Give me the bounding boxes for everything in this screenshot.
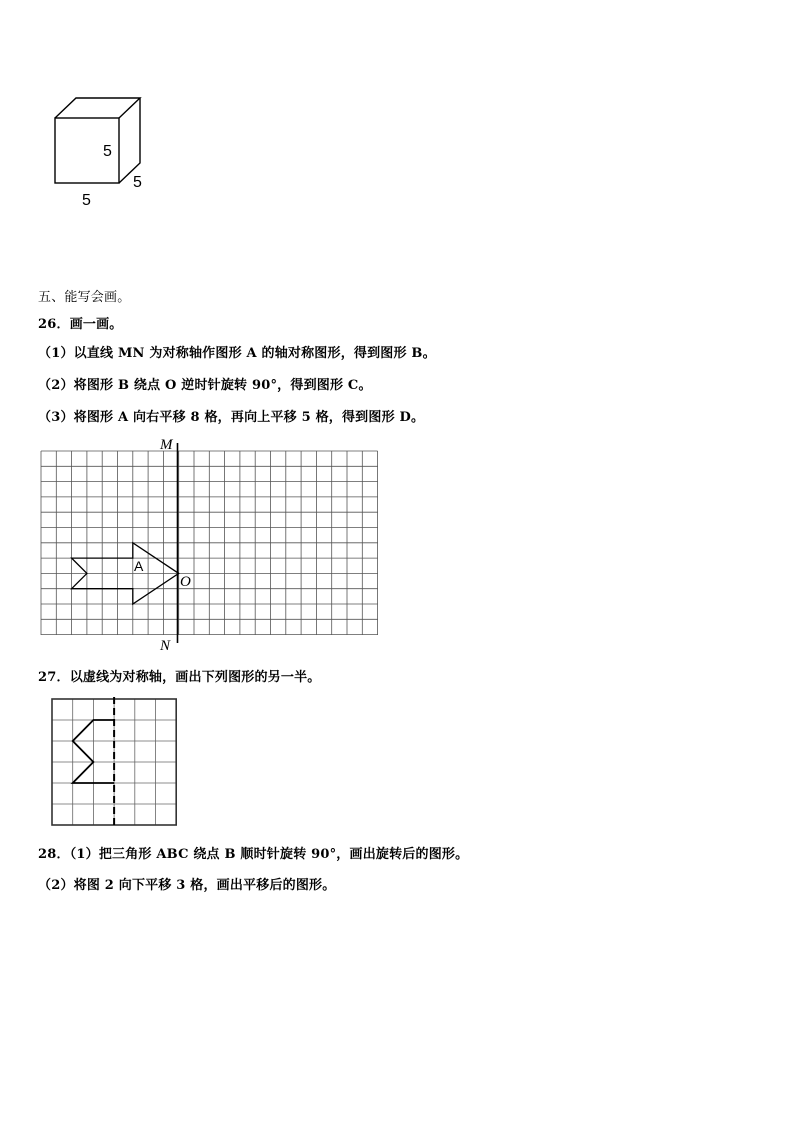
section-heading: 五、能写会画。 — [38, 290, 131, 305]
label-n: N — [160, 638, 171, 654]
q28-title: 28．（1）把三角形 ABC 绕点 B 顺时针旋转 90°，画出旋转后的图形。 — [38, 847, 469, 862]
cube-label-side: 5 — [133, 174, 142, 191]
q27-title: 27．以虚线为对称轴，画出下列图形的另一半。 — [38, 670, 321, 685]
label-o: O — [180, 574, 191, 590]
q27-grid-figure — [45, 694, 185, 830]
cube-label-bottom: 5 — [82, 192, 91, 209]
q26-title: 26．画一画。 — [38, 317, 123, 332]
cube-label-front: 5 — [103, 143, 112, 160]
q26-item-2: （2）将图形 B 绕点 O 逆时针旋转 90°，得到图形 C。 — [38, 378, 372, 393]
cube-figure — [40, 90, 170, 215]
q26-grid-figure — [36, 434, 381, 656]
label-a: A — [134, 558, 144, 574]
q26-item-1: （1）以直线 MN 为对称轴作图形 A 的轴对称图形，得到图形 B。 — [38, 346, 436, 361]
q28-item-2: （2）将图 2 向下平移 3 格，画出平移后的图形。 — [38, 878, 336, 893]
q27-grid — [52, 699, 176, 825]
cube-side-face — [119, 98, 140, 183]
cube-top-face — [55, 98, 140, 118]
q26-grid — [41, 451, 378, 635]
q26-item-3: （3）将图形 A 向右平移 8 格，再向上平移 5 格，得到图形 D。 — [38, 410, 425, 425]
label-m: M — [160, 437, 173, 453]
